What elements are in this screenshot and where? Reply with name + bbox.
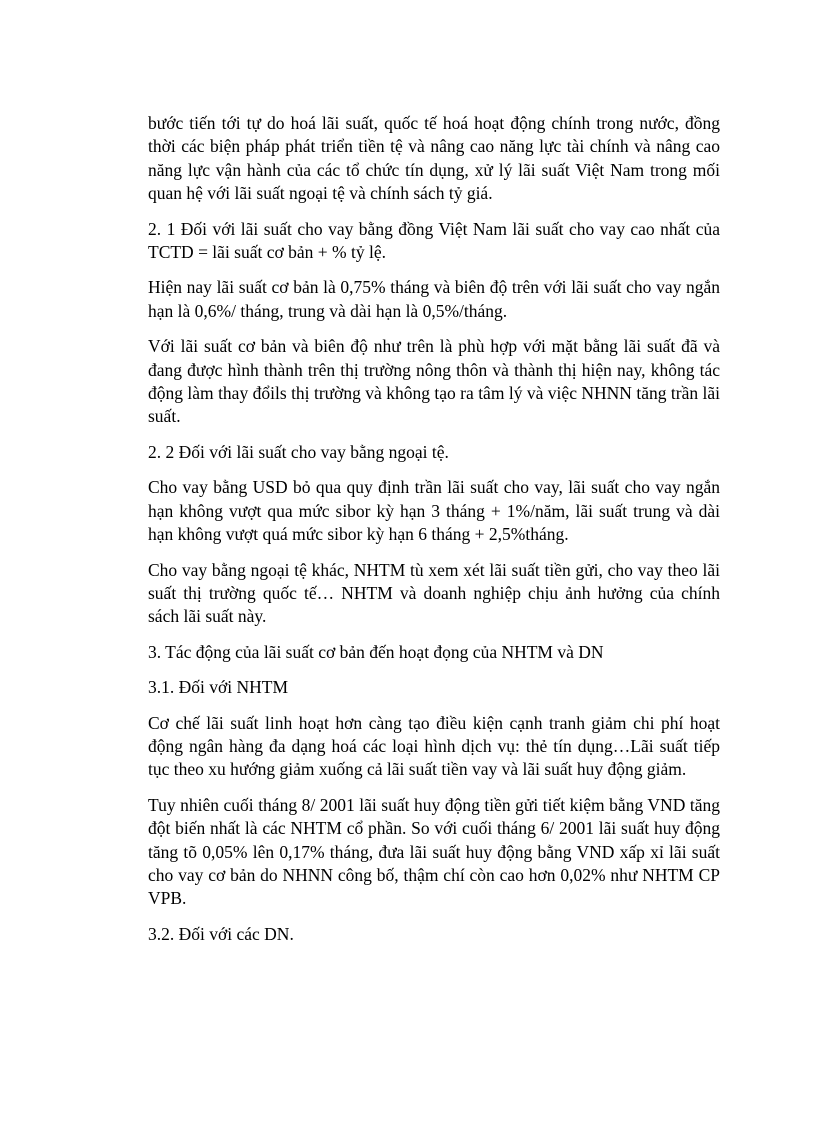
document-page <box>148 112 720 946</box>
paragraph-rate-suitability: Với lãi suất cơ bản và biên độ như trên là phù hợp với mặt bằng lãi suất đã và đang được hình thành trên thị trường nông thôn và thành thị hiện nay, không tác động làm thay đổils thị trường và không tạo ra tâm lý và việc NHNN tăng trần lãi suất. <box>148 336 720 427</box>
paragraph-intro-continuation: bước tiến tới tự do hoá lãi suất, quốc tế hoá hoạt động chính trong nước, đồng thời các biện pháp phát triển tiền tệ và nâng cao năng lực tài chính và nâng cao năng lực vận hành của các tổ chức tín dụng, xử lý lãi suất Việt Nam trong mối quan hệ với lãi suất ngoại tệ và chính sách tỷ giá. <box>148 113 720 204</box>
paragraph-flexible-rates: Cơ chế lãi suất linh hoạt hơn càng tạo điều kiện cạnh tranh giảm chi phí hoạt động ngân hàng đa dạng hoá các loại hình dịch vụ: thẻ tín dụng…Lãi suất tiếp tục theo xu hướng giảm xuống cả lãi suất tiền vay và lãi suất huy động giảm. <box>148 712 720 780</box>
paragraph-base-rate: Hiện nay lãi suất cơ bản là 0,75% tháng và biên độ trên với lãi suất cho vay ngắn hạn là 0,6%/ tháng, trung và dài hạn là 0,5%/tháng. <box>148 277 720 321</box>
heading-section-2-2: 2. 2 Đối với lãi suất cho vay bằng ngoại tệ. <box>148 441 449 462</box>
paragraph-usd-loans: Cho vay bằng USD bỏ qua quy định trần lãi suất cho vay, lãi suất cho vay ngắn hạn không vượt qua mức sibor kỳ hạn 3 tháng + 1%/năm, lãi suất trung và dài hạn không vượt quá mức sibor kỳ hạn 6 tháng + 2,5%tháng. <box>148 477 720 545</box>
heading-section-3-1: 3.1. Đối với NHTM <box>148 677 289 698</box>
paragraph-august-2001: Tuy nhiên cuối tháng 8/ 2001 lãi suất huy động tiền gửi tiết kiệm bằng VND tăng đột biến nhất là các NHTM cổ phần. So với cuối tháng 6/ 2001 lãi suất huy động tăng tõ 0,05% lên 0,17% tháng, đưa lãi suất huy động bằng VND xấp xỉ lãi suất cho vay cơ bản do NHNN công bố, thậm chí còn cao hơn 0,02% như NHTM CP VPB. <box>148 794 720 909</box>
paragraph-section-2-1: 2. 1 Đối với lãi suất cho vay bằng đồng Việt Nam lãi suất cho vay cao nhất của TCTD = lãi suất cơ bản + % tỷ lệ. <box>148 218 720 263</box>
paragraph-other-currency-loans: Cho vay bằng ngoại tệ khác, NHTM tù xem xét lãi suất tiền gửi, cho vay theo lãi suất thị trường quốc tế… NHTM và doanh nghiệp chịu ảnh hưởng của chính sách lãi suất này. <box>148 559 720 627</box>
heading-section-3: 3. Tác động của lãi suất cơ bản đến hoạt đọng của NHTM và DN <box>148 641 604 662</box>
heading-section-3-2: 3.2. Đối với các DN. <box>148 923 294 944</box>
